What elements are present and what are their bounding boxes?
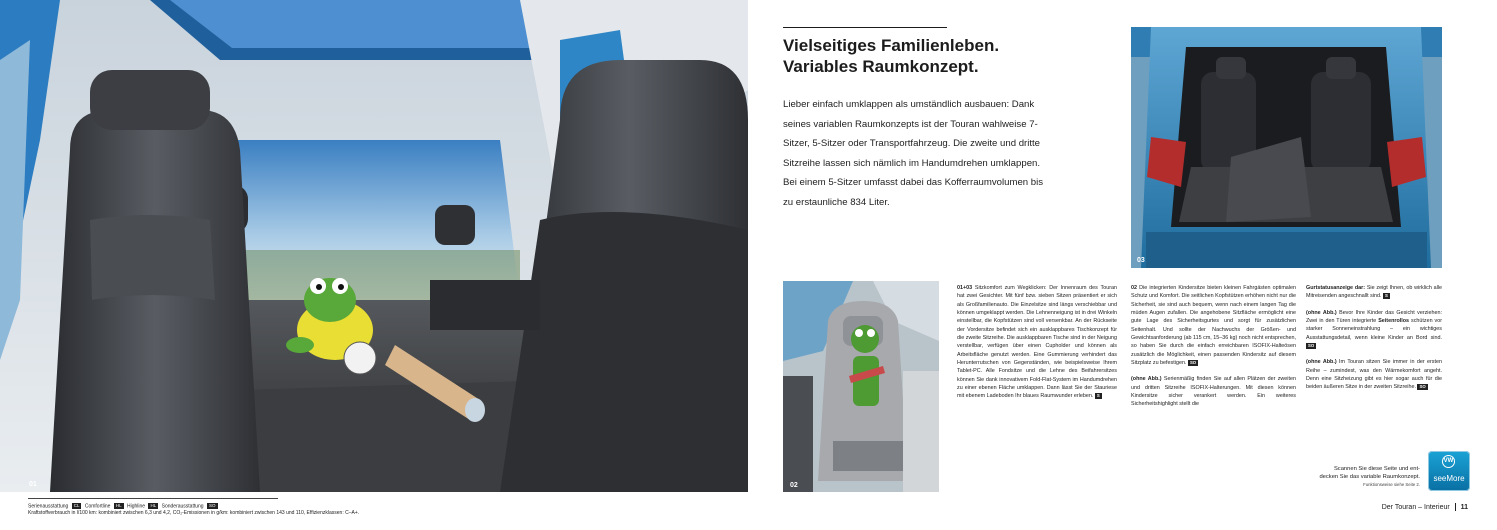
intro-paragraph: Lieber einfach umklappen als umständlich ausbauen: Dank seines variablen Raumkonzepts ist der Touran wahlweise 7-Sitzer, 5-Sitzer oder Transportfahrzeug. Die zweite und dritte Sitzreihe lassen sich nämlich im Handumdrehen umklappen. Bei einem 5-Sitzer umfasst dabei das Kofferraumvolumen bis zu erstaunliche 834 Liter. [783,99,1044,208]
fuel-consumption: Kraftstoffverbrauch in l/100 km: kombiniert zwischen 6,3 und 4,2, CO₂-Emissionen in g/km: kombiniert zwischen 143 und 110, Effizienzklassen: C–A+. [28,510,360,517]
column-2-paragraph-2 [1131,375,1296,408]
equipment-tag: S [1096,393,1100,399]
page-number: 11 [1460,503,1468,511]
boot-photo-illustration [1131,27,1442,268]
seemore-badge[interactable] [1428,451,1470,491]
page-footer [1382,503,1468,511]
column-2-lead-2: (ohne Abb.) [1131,376,1162,383]
column-1-lead: 01+03 [957,285,973,291]
equipment-tag: SO [1189,359,1197,365]
column-3-paragraph-2 [1306,309,1442,351]
boot-photo [1131,27,1442,268]
text-column-1 [957,284,1117,409]
column-3-lead-3: (ohne Abb.) [1306,359,1337,366]
headline-line-1: Vielseitiges Familienleben. [783,36,1000,55]
interior-photo-illustration [0,0,748,492]
footer-separator [1455,503,1456,511]
legend-serie: Serienausstattung [28,503,69,510]
equipment-tag: SO [1419,384,1426,390]
footer-section-title: Der Touran – Interieur [1381,503,1450,511]
scan-note: Funktionsweise siehe Seite 2. [1363,482,1420,487]
headline-rule [783,27,947,28]
equipment-legend [28,503,748,510]
legend-sonderausstattung: Sonderausstattung [161,503,204,510]
legend-tag-cl: CL [73,503,80,508]
legend-comfortline: Comfortline [84,503,111,510]
column-2-lead: 02 [1131,285,1137,291]
column-2-text-1: Die integrierten Kindersitze bieten kleinen Fahrgästen optimalen Schutz und Komfort. Die seitlichen Kopfstützen erhöhen nicht nur die Sicherheit, sie sind auch bequem, wenn nach einem langen Tag die müden Augen zufallen. Die angehobene Sitzfläche ermöglicht eine gute Lage des Sicherheitsgurtes und sorgt für zusätzlichen Seitenhalt. Und sollte der Nachwuchs der Größen- und Gewichtsanforderung (ab 115 cm, 15–36 kg) noch nicht entsprechen, so haben Sie durch die einfach erreichbaren ISOFIX-Halteösen zusätzlich die Möglichkeit, einen passenden Kindersitz auf diesem Sitzplatz zu befestigen. [1131,285,1297,367]
seemore-label: seeMore [1433,474,1465,483]
legend-highline: Highline [126,503,146,510]
equipment-tag: SO [1308,342,1315,348]
column-3-text-3: Im Touran sitzen Sie immer in der ersten Reihe – zumindest, was den Wärmekomfort angeht. Denn eine Sitzheizung gibt es hier sogar auch für die beiden äußeren Sitze in der zweiten Sitzreihe. [1306,359,1442,391]
legend-tag-so: SO [208,503,216,508]
interior-photo [0,0,748,492]
column-2-text-2: Serienmäßig finden Sie auf allen Plätzen der zweiten und dritten Sitzreihe ISOFIX-Halterungen. Mit diesen können Kindersitze sicher verankert werden. Ein weiteres Sicherheitshighlight stellt die [1131,376,1296,408]
page-headline [783,35,1113,77]
column-3-text-2b: schützen vor starker Sonneneinstrahlung – ein wichtiges Ausstattungsdetail, wenn kleine Kinder an Bord sind. [1306,318,1442,341]
scan-instructions [1288,465,1420,488]
legend-tag-hl: HL [115,503,122,508]
headline-line-2: Variables Raumkonzept. [783,57,979,76]
vw-logo-icon: VW [1442,455,1455,468]
photo-number: 02 [790,482,798,489]
column-2-paragraph-1 [1131,284,1296,367]
child-seat-illustration [783,281,939,492]
column-3-highlight: Seitenrollos [1378,318,1410,325]
left-page-footer [28,498,748,517]
column-1-paragraph [957,284,1117,401]
column-3-paragraph-3 [1306,358,1442,391]
column-3-paragraph-1 [1306,284,1442,301]
scan-line-2: decken Sie das variable Raumkonzept. [1319,474,1420,480]
child-seat-photo [783,281,939,492]
equipment-tag: S [1385,292,1388,298]
photo-number: 03 [1137,257,1145,264]
column-3-lead-2: (ohne Abb.) [1306,309,1337,316]
text-column-3 [1306,284,1442,400]
column-3-text-2a: Bevor Ihre Kinder das Gesicht verziehen: Zwei in den Türen integrierte [1306,309,1442,325]
photo-number: 01 [29,481,37,488]
column-1-text: Sitzkomfort zum Wegklicken: Der Innenraum des Touran hat zwei Gesichter. Mit fünf bzw. sieben Sitzen präsentiert er sich als Großfamilienauto. Die Einzelsitze sind längs verschiebbar und können umgeklappt werden. Die Lehnenneigung ist in drei Winkeln einstellbar, die Kopfstützen sind voll versenkbar. An der Rückseite der Vordersitze befindet sich ein ausklappbares Tischkonzept für die zweite Sitzreihe. Die ausklappbaren Tische sind in der Neigung verstellbar, verfügen über einen Cupholder und können als Arbeitsfläche genutzt werden. Eine Gummierung verhindert das Herunterrutschen von Gegenständen, wie beispielsweise Ihrem Tablet-PC. Alle Fondsitze und die Lehne des Beifahrersitzes können Sie dank innovativem Fold-Flat-System im Handumdrehen zu einer ebenen Fläche umklappen. Dann lässt Sie der Stauriese mit ebenem Ladeboden Ihr blaues Raumwunder erleben. [957,285,1117,400]
scan-line-1: Scannen Sie diese Seite und ent- [1333,466,1420,472]
text-column-2 [1131,284,1296,417]
footer-rule [28,498,278,499]
column-3-text-1: Sie zeigt Ihnen, ob wirklich alle Mitreisenden angeschnallt sind. [1306,285,1442,300]
column-3-lead-1: Gurtstatusanzeige dar: [1306,285,1366,291]
legend-tag-hl2: HL [150,503,157,508]
